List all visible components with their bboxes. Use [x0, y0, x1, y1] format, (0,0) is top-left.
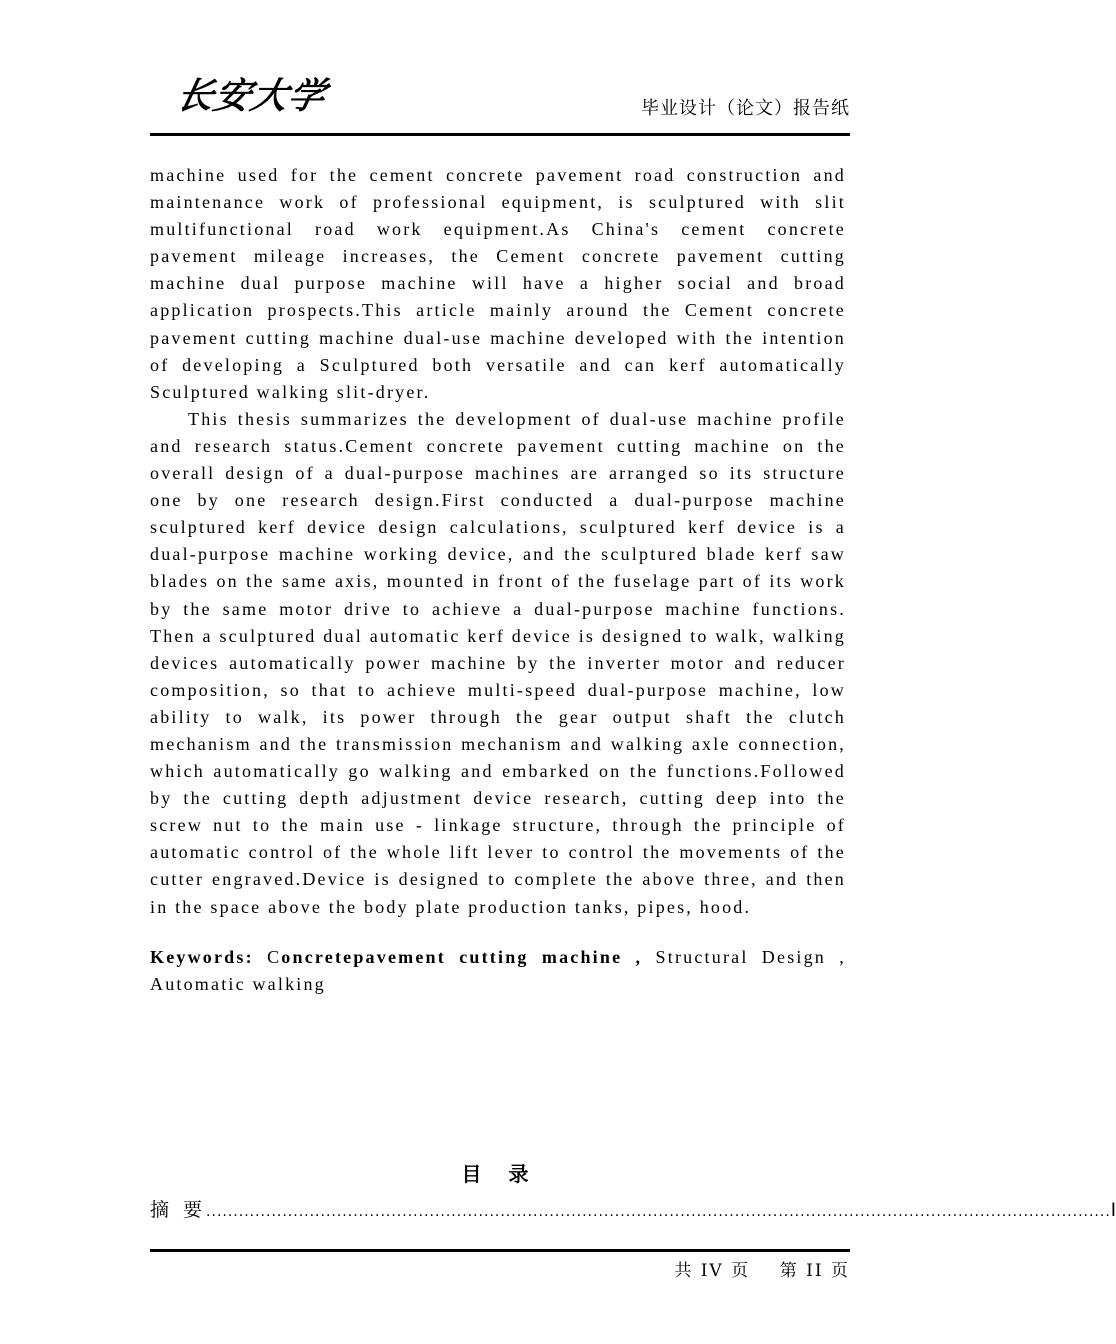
- footer-divider: [150, 1249, 850, 1252]
- abstract-body: [150, 162, 846, 998]
- keywords-line: [150, 944, 846, 998]
- total-pages: 共 IV 页: [674, 1261, 751, 1281]
- page-header: [150, 62, 850, 134]
- header-title: 毕业设计（论文）报告纸: [641, 98, 850, 119]
- toc-entry[interactable]: [150, 1196, 1116, 1222]
- university-logo: 长安大学: [173, 75, 330, 117]
- toc-entry-label: 摘 要: [150, 1199, 207, 1221]
- header-divider: [150, 133, 850, 136]
- abstract-paragraph-1: machine used for the cement concrete pavement road construction and maintenance work of professional equipment, is sculptured with slit multifunctional road work equipment.As China's cement concrete pavement mileage increases, the Cement concrete pavement cutting machine dual purpose machine will have a higher social and broad application prospects.This article mainly around the Cement concrete pavement cutting machine dual-use machine developed with the intention of developing a Sculptured both versatile and can kerf automatically Sculptured walking slit-dryer.: [150, 165, 846, 402]
- current-page: 第 II 页: [779, 1261, 850, 1281]
- toc-entry-leader: ......................................................................................................................................................................: [206, 1204, 1111, 1220]
- toc-title: 目 录: [461, 1162, 539, 1186]
- keywords-label: Keywords:: [150, 946, 268, 967]
- keywords-initial: C: [267, 946, 282, 967]
- page-footer: [674, 1256, 850, 1281]
- abstract-paragraph-2: This thesis summarizes the development of dual-use machine profile and research status.Cement concrete pavement cutting machine on the overall design of a dual-purpose machines are arranged so its structure one by one research design.First conducted a dual-purpose machine sculptured kerf device design calculations, sculptured kerf device is a dual-purpose machine working device, and the sculptured blade kerf saw blades on the same axis, mounted in front of the fuselage part of its work by the same motor drive to achieve a dual-purpose machine functions. Then a sculptured dual automatic kerf device is designed to walk, walking devices automatically power machine by the inverter motor and reducer composition, so that to achieve multi-speed dual-purpose machine, low ability to walk, its power through the gear output shaft the clutch mechanism and the transmission mechanism and walking axle connection, which automatically go walking and embarked on the functions.Followed by the cutting depth adjustment device research, cutting deep into the screw nut to the main use - linkage structure, through the principle of automatic control of the whole lift lever to control the movements of the cutter engraved.Device is designed to complete the above three, and then in the space above the body plate production tanks, pipes, hood.: [150, 408, 846, 917]
- keywords-primary: oncretepavement cutting machine ,: [281, 946, 643, 967]
- toc-entry-page: I: [1110, 1200, 1116, 1221]
- keywords-secondary: Structural Design , Automatic walking: [150, 946, 846, 994]
